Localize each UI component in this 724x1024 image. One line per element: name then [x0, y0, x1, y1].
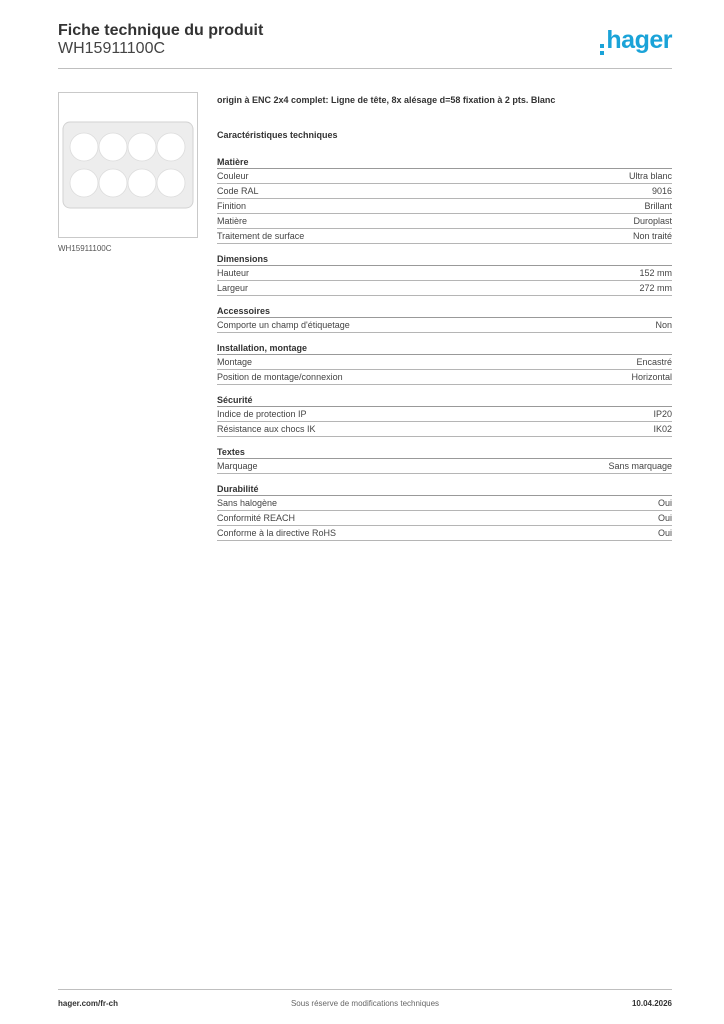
wall-plate-2x4-icon — [62, 121, 194, 209]
spec-value: Non traité — [632, 231, 672, 241]
spec-value: Oui — [657, 528, 672, 538]
product-reference: WH15911100C — [58, 40, 166, 57]
specs-title: Caractéristiques techniques — [217, 130, 338, 140]
logo-text: hager — [606, 26, 672, 54]
spec-value: Duroplast — [633, 216, 672, 226]
spec-label: Conforme à la directive RoHS — [217, 528, 337, 538]
spec-value: Ultra blanc — [628, 171, 672, 181]
spec-group-title: Sécurité — [217, 394, 672, 407]
spec-row — [217, 281, 672, 296]
spec-label: Résistance aux chocs IK — [217, 424, 316, 434]
page-footer — [58, 989, 672, 1013]
spec-value: IP20 — [653, 409, 672, 419]
spec-row — [217, 407, 672, 422]
spec-group — [217, 446, 672, 474]
spec-groups — [217, 156, 672, 541]
product-image — [58, 92, 198, 238]
spec-label: Marquage — [217, 461, 258, 471]
spec-label: Montage — [217, 357, 253, 367]
spec-label: Largeur — [217, 283, 249, 293]
spec-label: Couleur — [217, 171, 249, 181]
spec-label: Matière — [217, 216, 248, 226]
spec-value: Oui — [657, 498, 672, 508]
spec-group-title: Matière — [217, 156, 672, 169]
footer-website: hager.com/fr-ch — [58, 999, 119, 1008]
spec-row — [217, 318, 672, 333]
spec-row — [217, 511, 672, 526]
spec-value: Encastré — [636, 357, 672, 367]
spec-row — [217, 184, 672, 199]
spec-group — [217, 156, 672, 244]
spec-row — [217, 459, 672, 474]
spec-label: Sans halogène — [217, 498, 278, 508]
logo-dots-icon — [600, 42, 604, 58]
spec-label: Comporte un champ d'étiquetage — [217, 320, 350, 330]
spec-group — [217, 342, 672, 385]
footer-date: 10.04.2026 — [631, 999, 672, 1008]
spec-group — [217, 483, 672, 541]
spec-group — [217, 253, 672, 296]
spec-group — [217, 305, 672, 333]
spec-row — [217, 199, 672, 214]
spec-label: Finition — [217, 201, 247, 211]
spec-row — [217, 526, 672, 541]
spec-value: 272 mm — [639, 283, 672, 293]
spec-value: Oui — [657, 513, 672, 523]
spec-row — [217, 355, 672, 370]
spec-row — [217, 266, 672, 281]
product-details — [217, 95, 672, 550]
spec-group — [217, 394, 672, 437]
spec-row — [217, 229, 672, 244]
spec-group-title: Installation, montage — [217, 342, 672, 355]
spec-row — [217, 370, 672, 385]
spec-label: Hauteur — [217, 268, 250, 278]
hager-logo — [600, 26, 672, 56]
spec-label: Position de montage/connexion — [217, 372, 343, 382]
product-description: origin à ENC 2x4 complet: Ligne de tête, 8x alésage d=58 fixation à 2 pts. Blanc — [217, 95, 556, 105]
spec-value: Non — [655, 320, 672, 330]
spec-value: Horizontal — [631, 372, 672, 382]
spec-value: 152 mm — [639, 268, 672, 278]
spec-row — [217, 422, 672, 437]
spec-value: Sans marquage — [608, 461, 672, 471]
footer-disclaimer: Sous réserve de modifications techniques — [290, 999, 440, 1008]
spec-group-title: Accessoires — [217, 305, 672, 318]
spec-row — [217, 214, 672, 229]
spec-group-title: Textes — [217, 446, 672, 459]
spec-value: IK02 — [653, 424, 672, 434]
spec-value: 9016 — [651, 186, 672, 196]
spec-group-title: Durabilité — [217, 483, 672, 496]
page-header — [58, 22, 672, 69]
spec-label: Conformité REACH — [217, 513, 296, 523]
spec-label: Traitement de surface — [217, 231, 305, 241]
spec-label: Code RAL — [217, 186, 259, 196]
spec-group-title: Dimensions — [217, 253, 672, 266]
image-caption: WH15911100C — [58, 244, 112, 253]
spec-row — [217, 496, 672, 511]
document-title: Fiche technique du produit — [58, 22, 264, 39]
spec-value: Brillant — [644, 201, 672, 211]
spec-row — [217, 169, 672, 184]
spec-label: Indice de protection IP — [217, 409, 307, 419]
